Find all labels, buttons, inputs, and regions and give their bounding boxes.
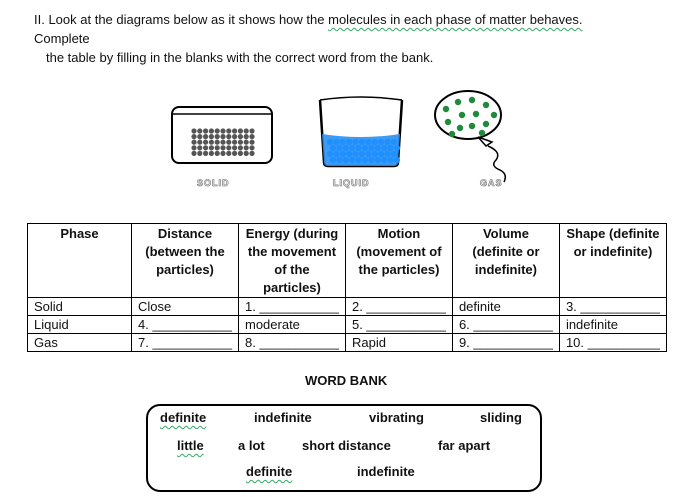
liquid-diagram: [320, 97, 402, 166]
solid-particle: [197, 145, 202, 150]
solid-particle: [191, 134, 196, 139]
liquid-particle: [330, 157, 336, 163]
solid-particle: [209, 140, 214, 145]
liquid-particle: [327, 151, 333, 157]
solid-particle: [215, 151, 220, 156]
word-bank-item: vibrating: [369, 410, 424, 425]
table-row-liquid: [28, 316, 667, 334]
liquid-particle: [372, 151, 378, 157]
solid-particle: [238, 151, 243, 156]
header-distance: Distance (between the particles): [132, 224, 239, 298]
liquid-particle: [375, 145, 381, 151]
solid-particle: [209, 145, 214, 150]
liquid-particle: [340, 151, 346, 157]
liquid-particle: [362, 157, 368, 163]
instruction-squiggle-text: molecules in each phase of matter behaves.: [328, 12, 583, 27]
liquid-particle: [346, 151, 352, 157]
liquid-particle: [394, 145, 400, 151]
liquid-particle: [336, 157, 342, 163]
cell: Solid: [28, 298, 132, 316]
liquid-particle: [330, 145, 336, 151]
solid-particle: [203, 140, 208, 145]
gas-particle: [445, 119, 451, 125]
solid-particle: [209, 128, 214, 133]
solid-particle: [232, 145, 237, 150]
liquid-particle: [391, 139, 397, 145]
liquid-particle: [372, 139, 378, 145]
blank-2[interactable]: 2. ___________: [345, 298, 452, 316]
solid-particle: [220, 145, 225, 150]
liquid-particle: [391, 151, 397, 157]
table-row-gas: [28, 334, 667, 352]
solid-particle: [220, 140, 225, 145]
liquid-particle: [365, 151, 371, 157]
gas-particle: [469, 123, 475, 129]
liquid-particle: [365, 139, 371, 145]
liquid-particle: [394, 157, 400, 163]
solid-particle: [209, 151, 214, 156]
solid-particle: [244, 151, 249, 156]
cell: indefinite: [559, 316, 666, 334]
cell: Rapid: [345, 334, 452, 352]
phase-table: [27, 223, 667, 352]
header-energy: Energy (during the movement of the particles): [238, 224, 345, 298]
solid-particle: [215, 128, 220, 133]
gas-particle: [473, 111, 479, 117]
word-bank-item: sliding: [480, 410, 522, 425]
blank-3[interactable]: 3. ___________: [559, 298, 666, 316]
solid-particle: [191, 145, 196, 150]
word-bank-item: indefinite: [254, 410, 312, 425]
solid-particle: [197, 128, 202, 133]
liquid-particle: [388, 157, 394, 163]
gas-particle: [457, 125, 463, 131]
solid-particle: [238, 140, 243, 145]
blank-4[interactable]: 4. ___________: [132, 316, 239, 334]
liquid-particle: [388, 145, 394, 151]
solid-particle: [244, 140, 249, 145]
liquid-particle: [381, 157, 387, 163]
liquid-particle: [349, 145, 355, 151]
liquid-particle: [353, 139, 359, 145]
solid-particle: [203, 151, 208, 156]
word-bank-item: a lot: [238, 438, 265, 453]
gas-particle: [443, 106, 449, 112]
gas-particle: [483, 121, 489, 127]
blank-9[interactable]: 9. ___________: [452, 334, 559, 352]
solid-particle: [191, 151, 196, 156]
word-bank-box: [146, 404, 542, 492]
liquid-particle: [362, 145, 368, 151]
blank-10[interactable]: 10. __________: [559, 334, 666, 352]
cell: Close: [132, 298, 239, 316]
header-phase: Phase: [28, 224, 132, 298]
liquid-particle: [385, 151, 391, 157]
liquid-particle: [368, 157, 374, 163]
solid-particle: [203, 145, 208, 150]
word-bank-item: short distance: [302, 438, 391, 453]
cell: definite: [452, 298, 559, 316]
cell: Gas: [28, 334, 132, 352]
solid-particle: [249, 134, 254, 139]
solid-particle: [226, 134, 231, 139]
solid-particle: [238, 134, 243, 139]
solid-particle: [232, 151, 237, 156]
solid-particle: [232, 128, 237, 133]
solid-particle: [220, 151, 225, 156]
liquid-particle: [375, 157, 381, 163]
solid-particle: [215, 145, 220, 150]
header-volume: Volume (definite or indefinite): [452, 224, 559, 298]
header-motion: Motion (movement of the particles): [345, 224, 452, 298]
solid-particle: [226, 140, 231, 145]
liquid-particle: [356, 145, 362, 151]
liquid-particle: [378, 139, 384, 145]
solid-particle: [220, 128, 225, 133]
word-bank-item: far apart: [438, 438, 491, 453]
liquid-particle: [368, 145, 374, 151]
liquid-particle: [333, 151, 339, 157]
solid-diagram: [172, 107, 272, 163]
liquid-particle: [336, 145, 342, 151]
solid-particle: [238, 145, 243, 150]
instruction-line-3: the table by filling in the blanks with the correct word from the bank.: [46, 50, 434, 65]
solid-particle: [226, 151, 231, 156]
liquid-particle: [356, 157, 362, 163]
word-bank-item: definite: [246, 464, 293, 479]
instruction-line-1: II. Look at the diagrams below as it shows how the: [34, 12, 325, 27]
solid-particle: [209, 134, 214, 139]
solid-particle: [203, 128, 208, 133]
instruction-line-2: Complete: [34, 31, 90, 46]
solid-caption: SOLID: [197, 178, 230, 188]
gas-particle: [469, 97, 475, 103]
solid-particle: [215, 134, 220, 139]
solid-particle: [244, 134, 249, 139]
liquid-particle: [378, 151, 384, 157]
solid-particle: [226, 128, 231, 133]
solid-particle: [232, 134, 237, 139]
word-bank-item: definite: [160, 410, 207, 425]
solid-particle: [244, 145, 249, 150]
blank-1[interactable]: 1. ___________: [238, 298, 345, 316]
solid-particle: [197, 134, 202, 139]
word-bank-title: WORD BANK: [305, 373, 388, 388]
solid-particle: [226, 145, 231, 150]
cell: Liquid: [28, 316, 132, 334]
gas-particle: [459, 112, 465, 118]
solid-particle: [249, 145, 254, 150]
blank-7[interactable]: 7. ___________: [132, 334, 239, 352]
blank-6[interactable]: 6. ___________: [452, 316, 559, 334]
table-row-solid: [28, 298, 667, 316]
solid-particle: [249, 151, 254, 156]
phase-diagrams: [0, 90, 686, 195]
liquid-particle: [333, 139, 339, 145]
solid-particle: [197, 140, 202, 145]
solid-particle: [203, 134, 208, 139]
liquid-particle: [343, 157, 349, 163]
liquid-particle: [343, 145, 349, 151]
word-bank-item: indefinite: [357, 464, 415, 479]
solid-particle: [191, 128, 196, 133]
liquid-particle: [359, 139, 365, 145]
gas-particle: [449, 131, 455, 137]
gas-caption: GAS: [480, 178, 503, 188]
solid-particle: [244, 128, 249, 133]
header-shape: Shape (definite or indefinite): [559, 224, 666, 298]
solid-particle: [249, 128, 254, 133]
gas-particle: [455, 99, 461, 105]
solid-particle: [238, 128, 243, 133]
liquid-caption: LIQUID: [333, 178, 370, 188]
solid-particle: [232, 140, 237, 145]
blank-5[interactable]: 5. ___________: [345, 316, 452, 334]
liquid-particle: [385, 139, 391, 145]
gas-particle: [483, 102, 489, 108]
word-bank-item: little: [177, 438, 204, 453]
solid-particles: [191, 128, 254, 156]
cell: moderate: [238, 316, 345, 334]
gas-diagram: [435, 91, 505, 182]
table-header-row: [28, 224, 667, 298]
liquid-particle: [359, 151, 365, 157]
liquid-particle: [346, 139, 352, 145]
gas-particle: [479, 130, 485, 136]
solid-particle: [249, 140, 254, 145]
instructions: [34, 10, 664, 67]
liquid-particle: [349, 157, 355, 163]
solid-particle: [191, 140, 196, 145]
solid-particle: [215, 140, 220, 145]
gas-particle: [491, 112, 497, 118]
solid-particle: [220, 134, 225, 139]
liquid-particle: [353, 151, 359, 157]
liquid-particle: [340, 139, 346, 145]
blank-8[interactable]: 8. ___________: [238, 334, 345, 352]
liquid-particle: [381, 145, 387, 151]
solid-particle: [197, 151, 202, 156]
liquid-particle: [327, 139, 333, 145]
